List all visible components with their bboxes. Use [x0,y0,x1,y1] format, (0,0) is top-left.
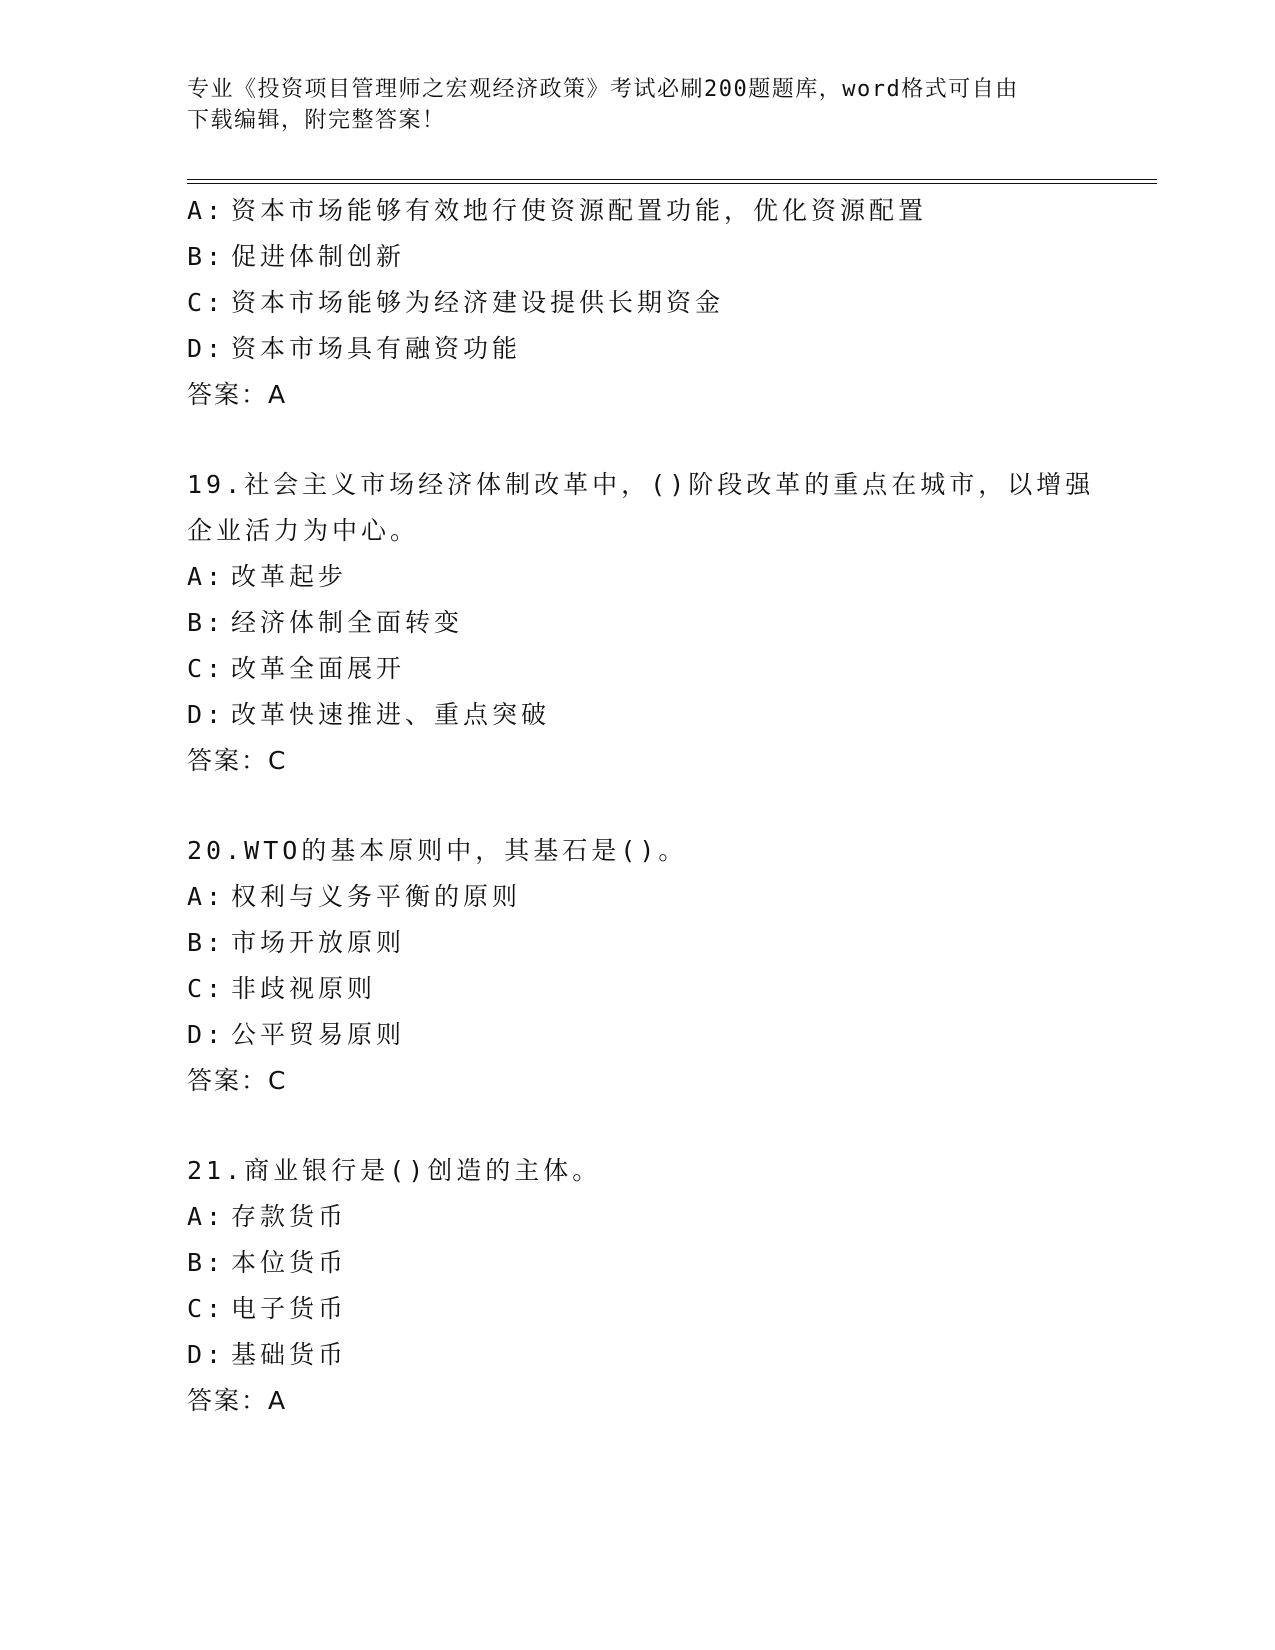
question-19 [187,462,1107,784]
question-21 [187,1148,1107,1424]
question-18-continued [187,188,1107,418]
option-a: A: 权利与义务平衡的原则 [187,882,522,911]
option-d: D: 公平贸易原则 [187,1020,406,1049]
option-b: B: 经济体制全面转变 [187,608,464,637]
option-b: B: 促进体制创新 [187,242,406,271]
option-b: B: 本位货币 [187,1248,348,1277]
option-c: C: 改革全面展开 [187,654,406,683]
question-20 [187,828,1107,1104]
question-stem: 21.商业银行是()创造的主体。 [187,1156,602,1185]
option-d: D: 改革快速推进、重点突破 [187,700,551,729]
option-c: C: 电子货币 [187,1294,348,1323]
option-d: D: 基础货币 [187,1340,348,1369]
document-header [187,74,1087,136]
question-stem: 20.WTO的基本原则中，其基石是()。 [187,836,688,865]
option-c: C: 资本市场能够为经济建设提供长期资金 [187,288,725,317]
answer: 答案：A [187,1386,288,1415]
option-a: A: 资本市场能够有效地行使资源配置功能，优化资源配置 [187,196,928,225]
option-a: A: 存款货币 [187,1202,348,1231]
question-list [187,188,1107,1424]
header-divider-top [187,179,1157,180]
question-stem: 19.社会主义市场经济体制改革中，()阶段改革的重点在城市，以增强企业活力为中心。 [187,470,1095,545]
answer: 答案：A [187,380,288,409]
header-line-1: 专业《投资项目管理师之宏观经济政策》考试必刷200题题库，word格式可自由 [187,77,1019,102]
option-c: C: 非歧视原则 [187,974,377,1003]
header-line-2: 下载编辑，附完整答案！ [187,108,446,133]
header-divider-bottom [187,183,1157,184]
option-a: A: 改革起步 [187,562,348,591]
answer: 答案：C [187,1066,288,1095]
option-d: D: 资本市场具有融资功能 [187,334,522,363]
option-b: B: 市场开放原则 [187,928,406,957]
answer: 答案：C [187,746,288,775]
